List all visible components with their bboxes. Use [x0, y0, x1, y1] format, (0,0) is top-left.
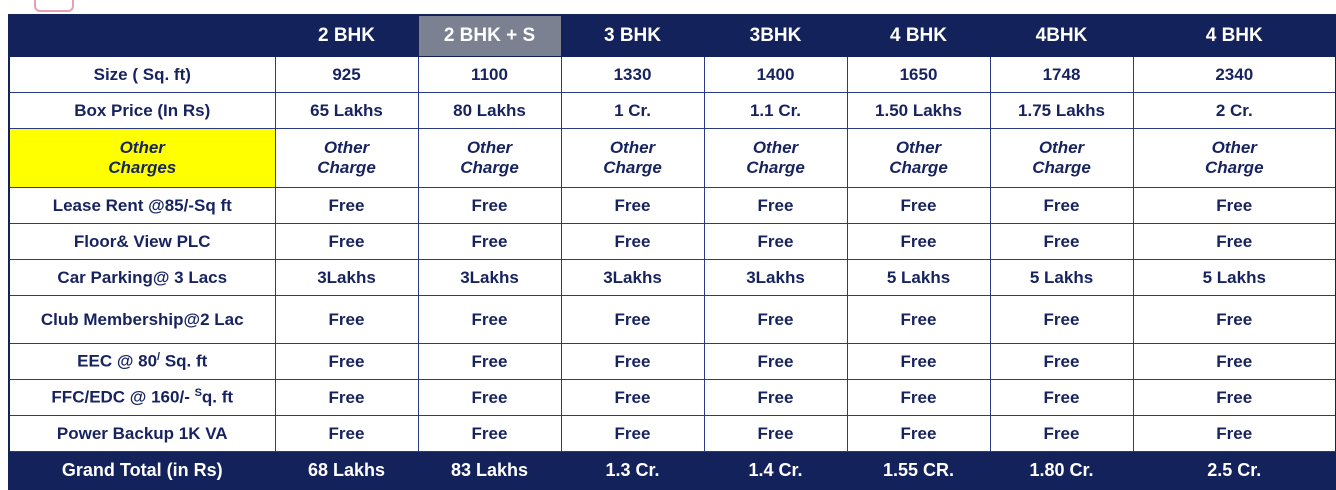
row-label-size: Size ( Sq. ft)	[9, 57, 275, 93]
other-cell-line1: Other	[466, 138, 513, 158]
other-cell-line2: Charge	[460, 158, 519, 177]
cell-ffc-5: Free	[990, 380, 1133, 416]
other-cell-line2: Charge	[746, 158, 805, 177]
cell-eec-2: Free	[561, 344, 704, 380]
header-col-5: 4BHK	[990, 15, 1133, 57]
cell-eec-0: Free	[275, 344, 418, 380]
cell-other-6	[1133, 129, 1336, 188]
other-cell-line2: Charge	[889, 158, 948, 177]
cell-eec-3: Free	[704, 344, 847, 380]
cell-total-2: 1.3 Cr.	[561, 452, 704, 490]
header-label-cell	[9, 15, 275, 57]
header-col-1: 2 BHK + S	[418, 15, 561, 57]
cell-plc-6: Free	[1133, 224, 1336, 260]
cell-boxprice-6: 2 Cr.	[1133, 93, 1336, 129]
cell-plc-4: Free	[847, 224, 990, 260]
table-row	[9, 380, 1336, 416]
other-label-line2: Charges	[108, 158, 177, 177]
cell-parking-2: 3Lakhs	[561, 260, 704, 296]
other-cell-line1: Other	[1038, 138, 1085, 158]
table-row	[9, 416, 1336, 452]
row-label-car-parking: Car Parking@ 3 Lacs	[9, 260, 275, 296]
cell-lease-1: Free	[418, 188, 561, 224]
cell-power-5: Free	[990, 416, 1133, 452]
table-row	[9, 93, 1336, 129]
table-row	[9, 188, 1336, 224]
table-row-other-charges	[9, 129, 1336, 188]
cell-club-1: Free	[418, 296, 561, 344]
cell-eec-1: Free	[418, 344, 561, 380]
cell-plc-2: Free	[561, 224, 704, 260]
cell-power-6: Free	[1133, 416, 1336, 452]
other-cell-line1: Other	[609, 138, 656, 158]
cell-other-0	[275, 129, 418, 188]
cell-plc-0: Free	[275, 224, 418, 260]
cell-boxprice-3: 1.1 Cr.	[704, 93, 847, 129]
other-cell-line2: Charge	[603, 158, 662, 177]
table-row	[9, 260, 1336, 296]
cell-power-1: Free	[418, 416, 561, 452]
table-row	[9, 344, 1336, 380]
cell-total-0: 68 Lakhs	[275, 452, 418, 490]
other-cell-line1: Other	[1211, 138, 1257, 158]
cell-power-3: Free	[704, 416, 847, 452]
cell-power-4: Free	[847, 416, 990, 452]
other-cell-line2: Charge	[317, 158, 376, 177]
cell-size-1: 1100	[418, 57, 561, 93]
cell-other-1	[418, 129, 561, 188]
cell-club-5: Free	[990, 296, 1133, 344]
cell-ffc-6: Free	[1133, 380, 1336, 416]
table-row	[9, 224, 1336, 260]
cell-ffc-0: Free	[275, 380, 418, 416]
cell-parking-1: 3Lakhs	[418, 260, 561, 296]
cell-parking-3: 3Lakhs	[704, 260, 847, 296]
cell-club-6: Free	[1133, 296, 1336, 344]
cell-other-4	[847, 129, 990, 188]
cell-lease-3: Free	[704, 188, 847, 224]
table-header-row	[9, 15, 1336, 57]
row-label-other-charges	[9, 129, 275, 188]
cell-size-0: 925	[275, 57, 418, 93]
cell-eec-6: Free	[1133, 344, 1336, 380]
cell-club-3: Free	[704, 296, 847, 344]
header-col-3: 3BHK	[704, 15, 847, 57]
cell-size-2: 1330	[561, 57, 704, 93]
cell-eec-5: Free	[990, 344, 1133, 380]
header-col-2: 3 BHK	[561, 15, 704, 57]
cell-boxprice-0: 65 Lakhs	[275, 93, 418, 129]
row-label-club-membership: Club Membership@2 Lac	[9, 296, 275, 344]
cell-ffc-3: Free	[704, 380, 847, 416]
cell-other-5	[990, 129, 1133, 188]
header-col-4: 4 BHK	[847, 15, 990, 57]
cell-boxprice-1: 80 Lakhs	[418, 93, 561, 129]
cell-club-4: Free	[847, 296, 990, 344]
cell-size-6: 2340	[1133, 57, 1336, 93]
cell-size-3: 1400	[704, 57, 847, 93]
cell-lease-4: Free	[847, 188, 990, 224]
pricing-table	[8, 14, 1336, 490]
cell-parking-6: 5 Lakhs	[1133, 260, 1336, 296]
cell-total-5: 1.80 Cr.	[990, 452, 1133, 490]
cell-power-2: Free	[561, 416, 704, 452]
other-cell-line2: Charge	[1204, 158, 1264, 177]
row-label-ffc-edc: FFC/EDC @ 160/- $^S$q. ft	[9, 380, 275, 416]
cell-parking-5: 5 Lakhs	[990, 260, 1133, 296]
pink-bracket-mark	[34, 0, 74, 12]
cell-club-0: Free	[275, 296, 418, 344]
cell-lease-2: Free	[561, 188, 704, 224]
header-col-6: 4 BHK	[1133, 15, 1336, 57]
cell-boxprice-5: 1.75 Lakhs	[990, 93, 1133, 129]
cell-total-3: 1.4 Cr.	[704, 452, 847, 490]
header-col-0: 2 BHK	[275, 15, 418, 57]
other-cell-line2: Charge	[1032, 158, 1091, 177]
cell-size-4: 1650	[847, 57, 990, 93]
row-label-power-backup: Power Backup 1K VA	[9, 416, 275, 452]
cell-boxprice-2: 1 Cr.	[561, 93, 704, 129]
row-label-eec: EEC @ 80/ Sq. ft	[9, 344, 275, 380]
cell-lease-0: Free	[275, 188, 418, 224]
table-row	[9, 296, 1336, 344]
cell-eec-4: Free	[847, 344, 990, 380]
cell-total-4: 1.55 CR.	[847, 452, 990, 490]
cell-ffc-4: Free	[847, 380, 990, 416]
cell-plc-1: Free	[418, 224, 561, 260]
table-row-grand-total	[9, 452, 1336, 490]
other-label-line1: Other	[119, 138, 165, 158]
cell-lease-5: Free	[990, 188, 1133, 224]
other-cell-line1: Other	[323, 138, 370, 158]
other-cell-line1: Other	[752, 138, 799, 158]
cell-ffc-1: Free	[418, 380, 561, 416]
other-cell-line1: Other	[895, 138, 942, 158]
cell-parking-0: 3Lakhs	[275, 260, 418, 296]
row-label-box-price: Box Price (In Rs)	[9, 93, 275, 129]
row-label-lease-rent: Lease Rent @85/-Sq ft	[9, 188, 275, 224]
cell-plc-5: Free	[990, 224, 1133, 260]
cell-total-1: 83 Lakhs	[418, 452, 561, 490]
cell-size-5: 1748	[990, 57, 1133, 93]
cell-boxprice-4: 1.50 Lakhs	[847, 93, 990, 129]
table-container	[8, 14, 1280, 490]
cell-club-2: Free	[561, 296, 704, 344]
cell-ffc-2: Free	[561, 380, 704, 416]
row-label-floor-view-plc: Floor& View PLC	[9, 224, 275, 260]
cell-total-6: 2.5 Cr.	[1133, 452, 1336, 490]
cell-other-2	[561, 129, 704, 188]
row-label-grand-total: Grand Total (in Rs)	[9, 452, 275, 490]
table-row	[9, 57, 1336, 93]
cell-other-3	[704, 129, 847, 188]
cell-power-0: Free	[275, 416, 418, 452]
cell-plc-3: Free	[704, 224, 847, 260]
cell-parking-4: 5 Lakhs	[847, 260, 990, 296]
cell-lease-6: Free	[1133, 188, 1336, 224]
